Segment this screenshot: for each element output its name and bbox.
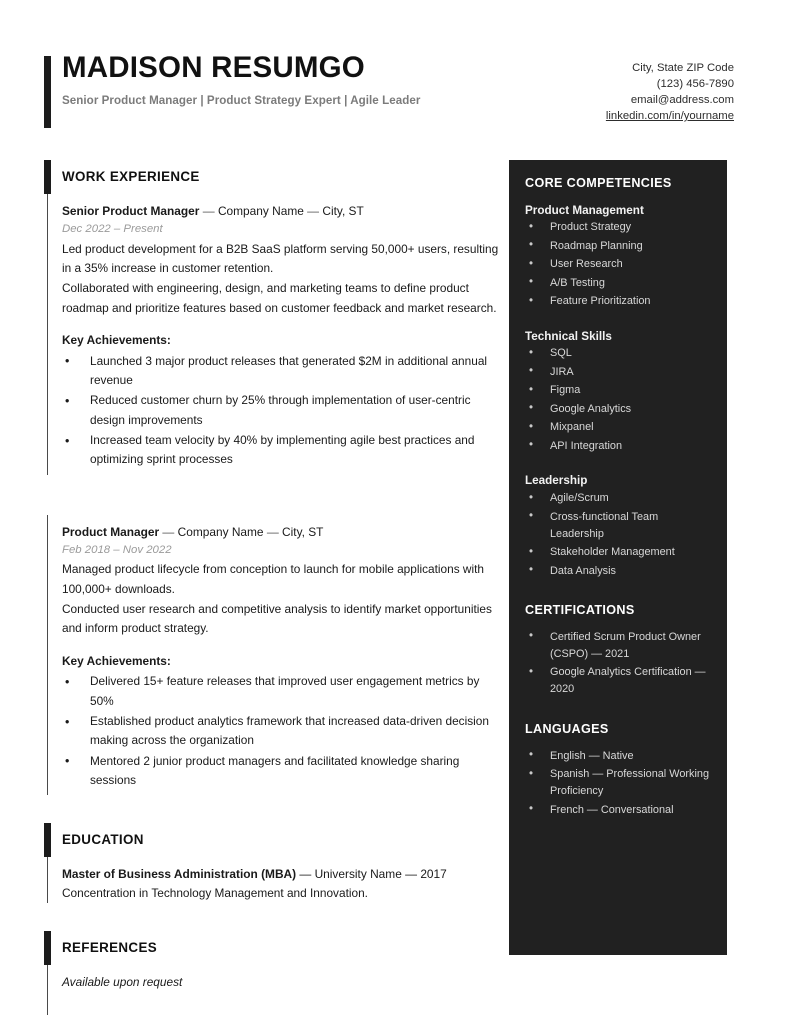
spacer	[525, 456, 711, 472]
competency-group-title-3: Leadership	[525, 474, 588, 488]
job-2-achievements-list	[62, 672, 499, 790]
competency-group-title-1: Product Management	[525, 203, 644, 217]
list-item: • Figma	[525, 382, 711, 399]
references-text: Available upon request	[62, 975, 183, 990]
references-body	[44, 965, 499, 1014]
job-1-achievements-list	[62, 352, 499, 470]
list-item: • Agile/Scrum	[525, 490, 711, 507]
work-experience-heading-text: WORK EXPERIENCE	[62, 169, 200, 184]
references-heading	[44, 931, 499, 965]
list-item: • SQL	[525, 345, 711, 362]
list-item: • Delivered 15+ feature releases that improved user engagement metrics by 50%	[62, 672, 499, 711]
spacer	[44, 903, 499, 931]
sidebar-heading-competencies: CORE COMPETENCIES	[525, 176, 672, 190]
competency-list-1	[525, 219, 711, 310]
list-item: • API Integration	[525, 438, 711, 455]
job-2-description-2: Conducted user research and competitive analysis to identify market opportunities and inform product strategy.	[62, 601, 492, 636]
contact-location: City, State ZIP Code	[632, 62, 734, 74]
candidate-tagline: Senior Product Manager | Product Strategy Expert | Agile Leader	[62, 93, 421, 107]
list-item: • French — Conversational	[525, 802, 711, 819]
list-item: • Increased team velocity by 40% by implementing agile best practices and optimizing sprint processes	[62, 431, 499, 470]
candidate-name: MADISON RESUMGO	[62, 51, 365, 84]
job-1-title-line	[62, 202, 499, 220]
contact-phone[interactable]: (123) 456-7890	[656, 78, 734, 91]
contact-linkedin-link[interactable]: linkedin.com/in/yourname	[605, 110, 734, 123]
entry-rule	[47, 515, 48, 796]
list-item: • Cross-functional Team Leadership	[525, 509, 711, 543]
sidebar	[509, 160, 727, 955]
spacer	[525, 620, 711, 629]
competency-group-title-2: Technical Skills	[525, 329, 612, 343]
job-2-dates: Feb 2018 – Nov 2022	[62, 544, 172, 557]
contact-email[interactable]: email@address.com	[630, 94, 734, 107]
list-item: • Feature Prioritization	[525, 293, 711, 310]
job-1-achievements-label: Key Achievements:	[62, 332, 171, 347]
list-item: • Google Analytics	[525, 401, 711, 418]
education-degree-line	[62, 865, 499, 884]
job-2-sep-b: —	[263, 524, 283, 539]
resume-header	[44, 52, 734, 130]
job-2-achievements-label: Key Achievements:	[62, 653, 171, 668]
work-experience-heading	[44, 160, 499, 194]
header-accent-bar	[44, 56, 51, 128]
spacer	[525, 312, 711, 328]
education-year: 2017	[420, 867, 447, 882]
job-2-title-line	[62, 523, 499, 541]
list-item: • Mixpanel	[525, 419, 711, 436]
job-1-location: City, ST	[322, 204, 364, 218]
competency-list-2	[525, 345, 711, 455]
education-detail: Concentration in Technology Management and Innovation.	[62, 886, 368, 901]
list-item: • User Research	[525, 256, 711, 273]
education-body	[44, 857, 499, 903]
list-item: • Certified Scrum Product Owner (CSPO) — 2021	[525, 629, 711, 663]
section-education	[44, 823, 499, 903]
entry-rule	[47, 965, 48, 1014]
education-school: University Name	[314, 867, 402, 882]
education-degree: Master of Business Administration (MBA)	[62, 867, 297, 882]
job-entry-2	[44, 515, 499, 796]
spacer	[44, 475, 499, 515]
education-sep-b: —	[401, 867, 421, 882]
references-heading-text: REFERENCES	[62, 940, 158, 956]
sidebar-heading-certifications: CERTIFICATIONS	[525, 603, 635, 618]
list-item: • Spanish — Professional Working Proficiency	[525, 766, 711, 800]
spacer	[525, 581, 711, 601]
entry-rule	[47, 194, 48, 475]
list-item: • English — Native	[525, 748, 711, 765]
languages-list	[525, 748, 711, 819]
job-1-sep-b: —	[303, 204, 323, 218]
list-item: • A/B Testing	[525, 275, 711, 292]
spacer	[44, 795, 499, 823]
competency-list-3	[525, 490, 711, 580]
job-1-description-2: Collaborated with engineering, design, and marketing teams to define product roadmap and prioritize features based on customer feedback and market research.	[62, 281, 497, 315]
list-item: • Data Analysis	[525, 563, 711, 580]
list-item: • Stakeholder Management	[525, 544, 711, 561]
job-1-dates: Dec 2022 – Present	[62, 223, 163, 236]
job-2-title: Product Manager	[62, 524, 160, 539]
job-2-sep-a: —	[159, 524, 178, 539]
list-item: • Established product analytics framework that increased data-driven decision making across the organization	[62, 712, 499, 751]
main-column	[44, 160, 499, 1015]
heading-accent-bar	[44, 160, 51, 194]
job-2-description-1: Managed product lifecycle from conception to launch for mobile applications with 100,000+ downloads.	[62, 562, 484, 596]
list-item: • Mentored 2 junior product managers and facilitated knowledge sharing sessions	[62, 752, 499, 791]
job-1-company: Company Name	[217, 204, 304, 218]
job-1-description-1: Led product development for a B2B SaaS platform serving 50,000+ users, resulting in a 35% increase in customer retention.	[62, 241, 499, 275]
header-identity	[62, 52, 420, 107]
job-entry-1	[44, 194, 499, 475]
job-1-sep-a: —	[199, 204, 218, 218]
list-item: • Product Strategy	[525, 219, 711, 236]
heading-accent-bar	[44, 931, 51, 965]
list-item: • Reduced customer churn by 25% through implementation of user-centric design improvements	[62, 391, 499, 430]
heading-accent-bar	[44, 823, 51, 857]
list-item: • Launched 3 major product releases that generated $2M in additional annual revenue	[62, 352, 499, 391]
spacer	[525, 193, 711, 202]
job-1-title: Senior Product Manager	[62, 204, 200, 218]
job-2-location: City, ST	[282, 524, 324, 539]
job-2-company: Company Name	[177, 524, 264, 539]
sidebar-heading-languages: LANGUAGES	[525, 721, 609, 736]
list-item: • Roadmap Planning	[525, 238, 711, 255]
spacer	[525, 700, 711, 720]
list-item: • JIRA	[525, 364, 711, 381]
education-heading	[44, 823, 499, 857]
education-sep-a: —	[296, 867, 315, 882]
list-item: • Google Analytics Certification — 2020	[525, 664, 711, 698]
entry-rule	[47, 857, 48, 903]
spacer	[525, 739, 711, 748]
certifications-list	[525, 629, 711, 699]
section-work-experience	[44, 160, 499, 795]
education-heading-text: EDUCATION	[62, 832, 144, 848]
section-references	[44, 931, 499, 1014]
contact-block	[606, 60, 734, 124]
